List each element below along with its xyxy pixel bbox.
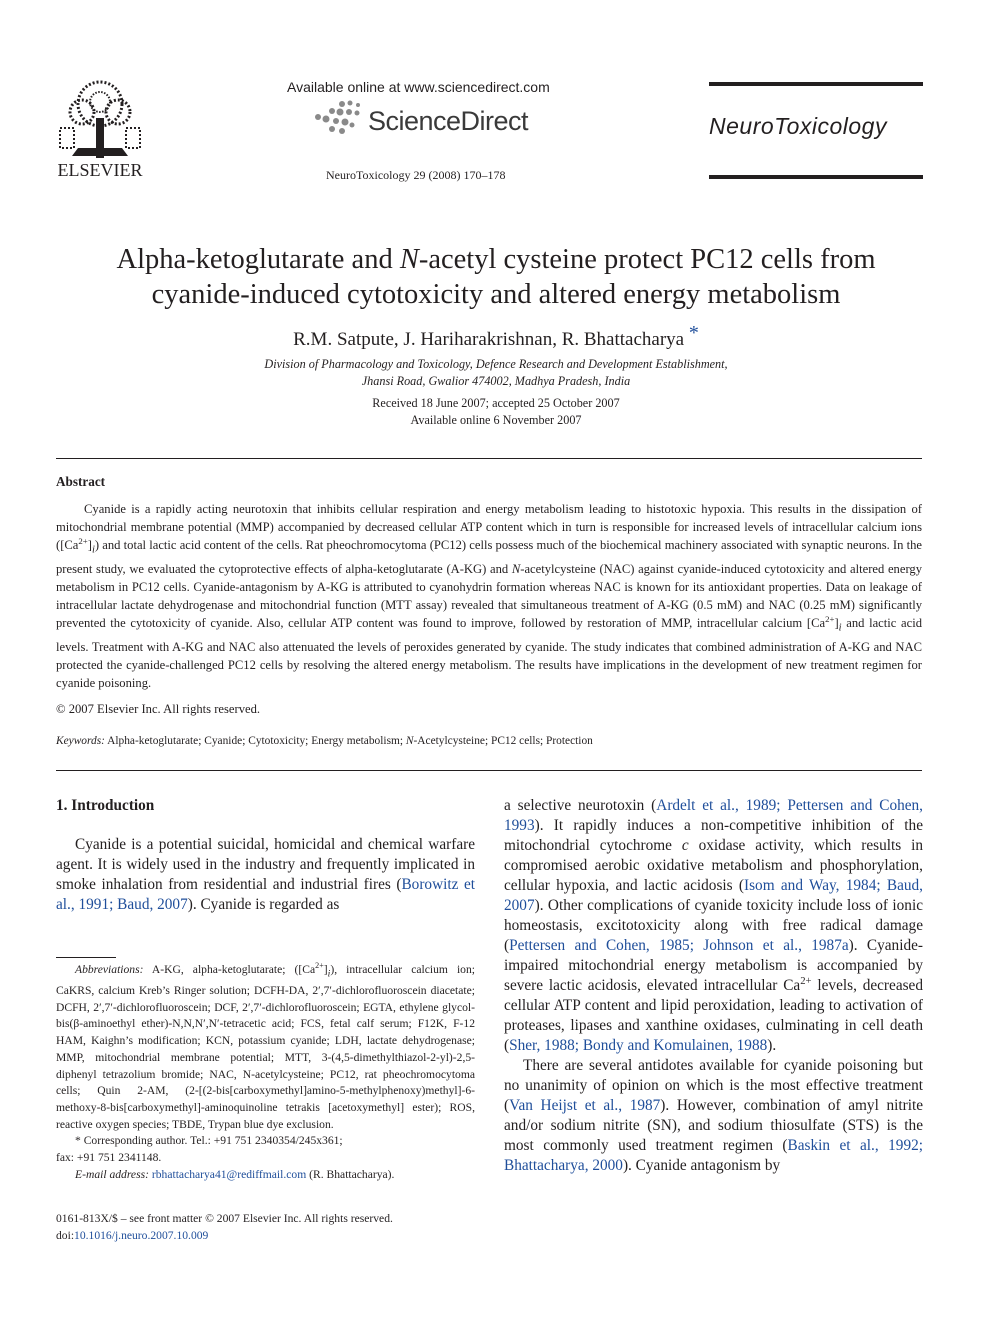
- paragraph-text: ). Cyanide-impaired mitochondrial energy metabolism is accompanied by severe lactic acidosis, elevated intracellular Ca: [504, 937, 923, 994]
- subscript: i: [91, 544, 95, 556]
- abbreviations-label: Abbreviations:: [75, 963, 144, 976]
- corresponding-author-mark[interactable]: *: [688, 322, 699, 344]
- subscript: i: [327, 968, 331, 980]
- abstract-part: and lactic acid levels. Treatment with A-KG and NAC also attenuated the levels of peroxides generated by cyanide. The study indicates that combined administration of A-KG and NAC protected the cyanide-challenged PC12 cells by resolving the altered energy metabolism. The results have implications in the development of new treatment regimen for cyanide poisoning.: [56, 616, 922, 691]
- fax-footnote: fax: +91 751 2341148.: [56, 1151, 162, 1165]
- superscript: 2+: [78, 536, 88, 547]
- paragraph-text: ). Cyanide is regarded as: [187, 896, 340, 913]
- superscript: 2+: [825, 614, 835, 625]
- authors: R.M. Satpute, J. Hariharakrishnan, R. Bhattacharya: [293, 329, 685, 350]
- keywords-text: -Acetylcysteine; PC12 cells; Protection: [413, 735, 593, 747]
- paragraph-text: oxidase activity, which results in compromised aerobic oxidative metabolism and phosphorylation, cellular hypoxia, and lactic acidosis (: [504, 837, 923, 894]
- superscript: 2+: [800, 974, 812, 987]
- keywords: [56, 735, 593, 747]
- received-date: Received 18 June 2007; accepted 25 October 2007: [372, 396, 620, 410]
- abstract-heading: Abstract: [56, 474, 106, 489]
- issn-line: 0161-813X/$ – see front matter © 2007 Elsevier Inc. All rights reserved.: [56, 1212, 393, 1225]
- sciencedirect-wordmark: ScienceDirect: [368, 106, 529, 136]
- paragraph-text: ). Other complications of cyanide toxicity include loss of ionic homeostasis, excitotoxicity along with free radical damage (: [504, 897, 923, 954]
- journal-citation: NeuroToxicology 29 (2008) 170–178: [326, 168, 506, 182]
- citation-link[interactable]: Pettersen and Cohen, 1985; Johnson et al., 1987a: [509, 937, 849, 954]
- email-link[interactable]: rbhattacharya41@rediffmail.com: [151, 1167, 307, 1181]
- paragraph-text: ). It rapidly induces a non-competitive inhibition of the mitochondrial cytochrome: [504, 817, 923, 854]
- citation-link[interactable]: Baskin et al., 1992; Bhattacharya, 2000: [504, 1137, 923, 1174]
- intro-paragraph-1-continued: [504, 796, 923, 1056]
- affiliation-line2: Jhansi Road, Gwalior 474002, Madhya Pradesh, India: [361, 373, 631, 388]
- title-line1-a: Alpha-ketoglutarate and: [116, 244, 400, 275]
- paragraph-text: ). Cyanide antagonism by: [622, 1157, 781, 1174]
- publisher-name: ELSEVIER: [57, 160, 143, 180]
- keywords-italic: N: [405, 735, 414, 747]
- paragraph-text: levels, decreased cellular ATP content and lipid peroxidation, leading to activation of proteases, lipases and xanthine oxidases, culminating in cell death (: [504, 977, 923, 1054]
- subscript: i: [838, 622, 842, 634]
- section-heading: 1. Introduction: [56, 797, 155, 814]
- intro-paragraph-1: [56, 835, 475, 915]
- abstract-rule-top: [56, 458, 922, 459]
- paragraph-text: ). However, combination of amyl nitrite and/or sodium nitrite (SN), and sodium thiosulfate (STS) is the most commonly used treatment regimen (: [504, 1097, 923, 1154]
- keywords-text: Alpha-ketoglutarate; Cyanide; Cytotoxicity; Energy metabolism;: [104, 735, 406, 747]
- citation-link[interactable]: Isom and Way, 1984; Baud, 2007: [504, 877, 924, 914]
- email-label: E-mail address:: [75, 1167, 149, 1181]
- citation-link[interactable]: Van Heijst et al., 1987: [509, 1097, 661, 1114]
- abstract-rule-bottom: [56, 770, 922, 771]
- paragraph-italic: c: [681, 837, 689, 854]
- superscript: 2+: [315, 961, 324, 971]
- article-title: [60, 242, 932, 312]
- title-italic: N: [399, 244, 419, 275]
- citation-link[interactable]: Ardelt et al., 1989; Pettersen and Cohen, 1993: [504, 797, 924, 834]
- citation-link[interactable]: Borowitz et al., 1991; Baud, 2007: [56, 876, 475, 913]
- journal-rule-bottom: [709, 175, 923, 179]
- footnote-rule: [56, 957, 116, 958]
- abbreviations-footnote: [56, 962, 475, 1133]
- intro-paragraph-2: [504, 1056, 923, 1176]
- footnote-text: (R. Bhattacharya).: [306, 1167, 395, 1181]
- journal-rule-top: [709, 82, 923, 86]
- abstract-part: ]: [87, 538, 92, 553]
- abstract-part: ]: [834, 616, 839, 631]
- abstract-part: Cyanide is a rapidly acting neurotoxin that inhibits cellular respiration and energy metabolism leading to histotoxic hypoxia. This results in the dissipation of mitochondrial membrane potential (MMP) accompanied by decreased cellular ATP content which in turn is responsible for increased levels of intracellular calcium ions ([Ca: [56, 502, 922, 553]
- sciencedirect-logo[interactable]: [312, 98, 552, 142]
- paragraph-text: There are several antidotes available for cyanide poisoning but no unanimity of opinion on which is the most effective treatment (: [504, 1057, 923, 1114]
- paragraph-text: Cyanide is a potential suicidal, homicidal and chemical warfare agent. It is widely used in the industry and frequently implicated in smoke inhalation from residential and industrial fires (: [56, 836, 475, 893]
- left-column: [56, 796, 475, 915]
- paragraph-text: a selective neurotoxin (: [504, 797, 657, 814]
- front-matter: [56, 1210, 393, 1244]
- abstract-text: [56, 500, 922, 693]
- footnotes: [56, 962, 475, 1183]
- sciencedirect-availability[interactable]: Available online at www.sciencedirect.com: [287, 79, 550, 95]
- right-column: [504, 796, 923, 1176]
- footnote-text: ]: [323, 963, 328, 976]
- affiliation-line1: Division of Pharmacology and Toxicology, Defence Research and Development Establishment,: [264, 357, 728, 371]
- footnote-text: ), intracellular calcium ion; CaKRS, calcium Kreb’s Ringer solution; DCFH-DA, 2′,7′-dichlorofluoroscein diacetate; DCFH, 2′,7′-dichlorofluoroscein; DCF, 2′,7′-dichlorofluoroscein; EGTA, ethylene glycol-bis(β-aminoethyl ether)-N,N,N′,N′-tetracetic acid; FCS, fetal calf serum; F12K, F-12 HAM, Kaighn’s modification; KCN, potassium cyanide; LDH, lactate dehydrogenase; MMP, mitochondrial membrane potential; MTT, 3-(4,5-dimethylthiazol-2-yl)-2,5-diphenyl tetrazolium bromide; NAC, N-acetylcysteine; PC12, rat pheochromocytoma cells; Quin 2-AM, (2-[(2-bis[carboxymethyl]amino-5-methylphenoxy)methyl]-6-methoxy-8-bis[carboxymethyl]-aminoquinoline tetrakis [acetoxymethyl] ester); ROS, reactive oxygen species; TBDE, Trypan blue dye exclusion.: [56, 963, 475, 1131]
- title-line2: cyanide-induced cytotoxicity and altered energy metabolism: [151, 279, 841, 310]
- affiliation: [60, 356, 932, 389]
- online-date: Available online 6 November 2007: [410, 412, 582, 427]
- footnote-text: A-KG, alpha-ketoglutarate; ([Ca: [143, 963, 316, 976]
- abstract-part: -acetylcysteine (NAC) against cyanide-induced cytotoxicity and altered energy metabolism in PC12 cells. Cyanide-antagonism by A-KG is attributed to cyanohydrin formation whereas NAC is known for its antioxidant properties. Data on leakage of intracellular lactate dehydrogenase and mitochondrial function (MTT assay) revealed that simultaneous treatment of A-KG (0.5 mM) and NAC (0.25 mM) significantly prevented the cytotoxicity of cyanide. Also, cellular ATP content was found to improve, followed by restoration of MMP, intracellular calcium [Ca: [56, 561, 923, 631]
- keywords-label: Keywords:: [56, 735, 105, 747]
- abstract-copyright: © 2007 Elsevier Inc. All rights reserved.: [56, 702, 261, 716]
- abstract-part: ) and total lactic acid content of the cells. Rat pheochromocytoma (PC12) cells possess much of the biochemical machinery associated with synaptic neurons. In the present study, we evaluated the cytoprotective effects of alpha-ketoglutarate (A-KG) and: [56, 538, 922, 576]
- author-list: [60, 322, 932, 351]
- title-line1-b: -acetyl cysteine protect PC12 cells from: [418, 244, 876, 275]
- abstract-italic: N: [511, 561, 521, 576]
- citation-link[interactable]: Sher, 1988; Bondy and Komulainen, 1988: [509, 1037, 768, 1054]
- paragraph-text: ).: [767, 1037, 777, 1054]
- corresponding-author-footnote: * Corresponding author. Tel.: +91 751 2340354/245x361;: [75, 1134, 343, 1148]
- article-dates: [60, 395, 932, 428]
- email-footnote: [56, 1167, 475, 1184]
- journal-name: NeuroToxicology: [709, 113, 887, 139]
- elsevier-logo: [52, 78, 148, 182]
- doi-link[interactable]: 10.1016/j.neuro.2007.10.009: [74, 1229, 209, 1242]
- sciencedirect-dots-icon: [312, 98, 372, 142]
- doi-label: doi:: [56, 1229, 75, 1242]
